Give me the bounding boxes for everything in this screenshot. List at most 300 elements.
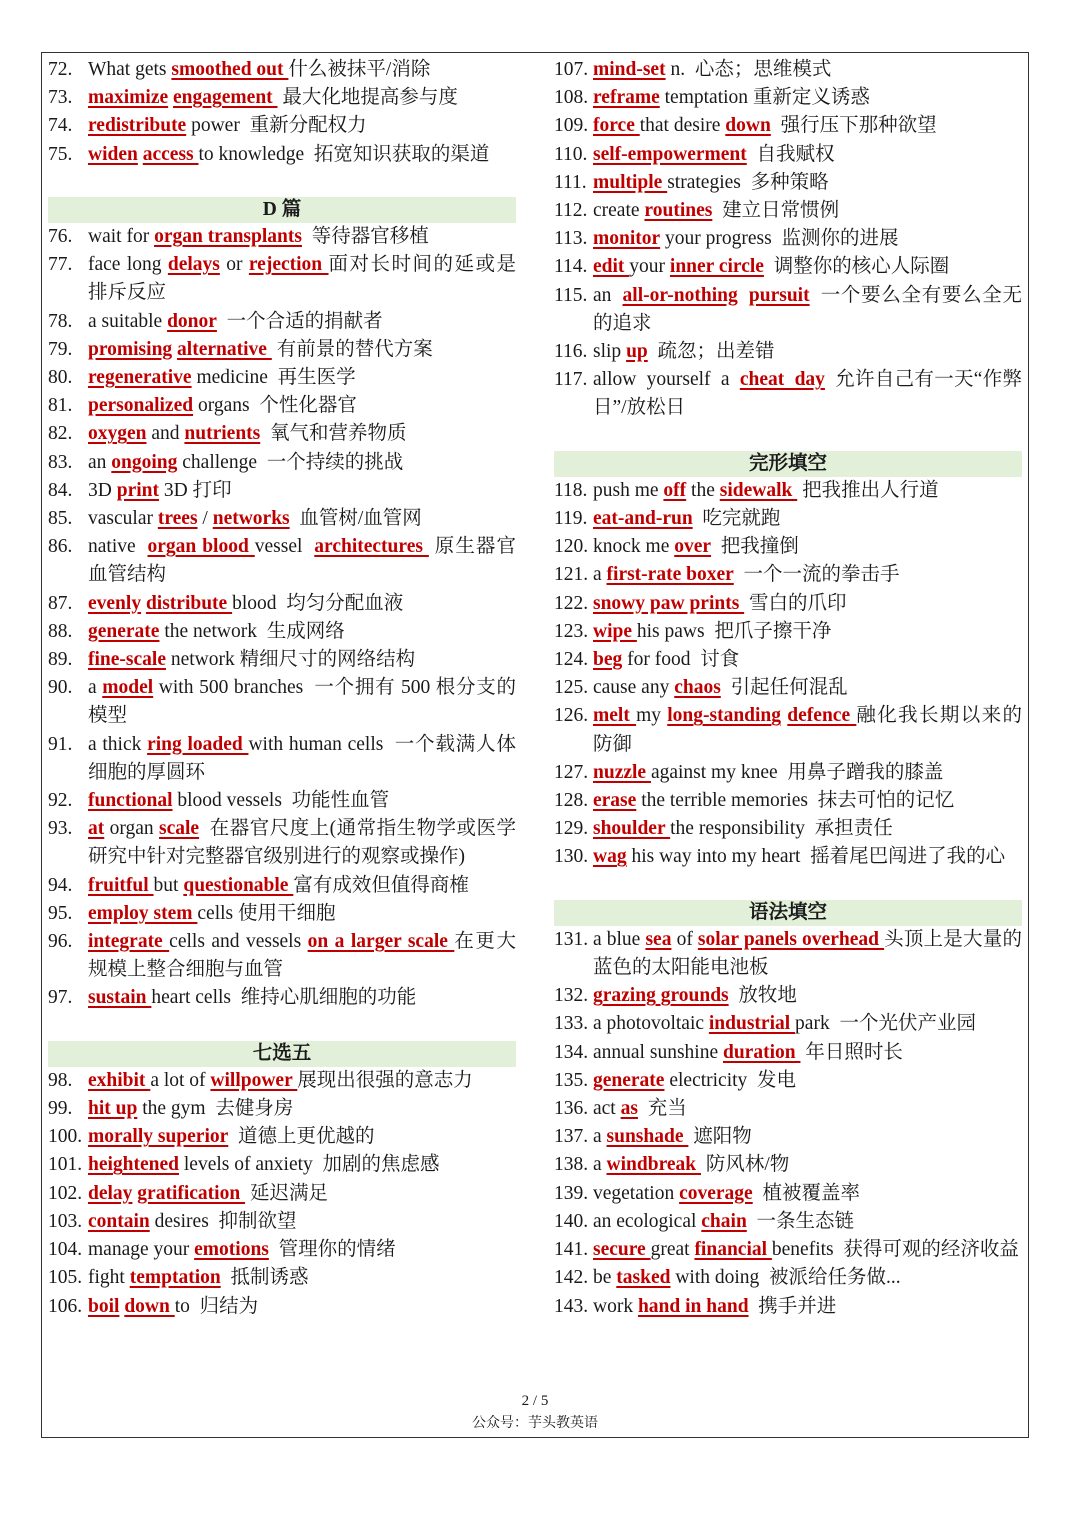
plain-text: 防风林/物 [701,1154,790,1176]
entry-text [593,1264,1022,1292]
plain-text: 头顶上是大量的蓝色的太阳能电池板 [593,928,1022,979]
highlighted-phrase: routines [644,200,713,222]
entry-text [88,420,516,448]
vocab-entry [48,1151,516,1179]
highlighted-phrase: sustain [88,987,152,1009]
vocab-entry [554,1151,1022,1179]
vocab-entry [554,366,1022,422]
entry-text [88,1095,516,1123]
entry-text [593,1236,1022,1264]
highlighted-phrase: hand in hand [637,1295,749,1317]
highlighted-phrase: long-standing [667,705,782,727]
plain-text: your progress 监测你的进展 [660,228,899,250]
highlighted-phrase: at [88,818,105,840]
highlighted-phrase: sidewalk [719,479,798,501]
highlighted-phrase: fine-scale [88,649,166,671]
plain-text: 调整你的核心人际圈 [763,256,950,278]
plain-text: to knowledge 拓宽知识获取的渠道 [198,143,490,165]
highlighted-phrase: willpower [210,1069,298,1091]
entry-number: 137. [554,1126,589,1148]
vocab-entry [554,1236,1022,1264]
plain-text: his way into my heart 摇着尾巴闯进了我的心 [626,846,1006,868]
entry-number: 87. [48,592,73,614]
highlighted-phrase: model [102,677,154,699]
entry-number: 75. [48,143,73,165]
entry-text [88,392,516,420]
vocab-entry [554,1095,1022,1123]
entry-number: 126. [554,705,589,727]
vocab-entry [554,1067,1022,1095]
plain-text: the responsibility 承担责任 [670,818,893,840]
entry-text [593,477,1022,505]
plain-text: but [153,874,184,896]
entry-number: 132. [554,985,589,1007]
entry-number: 84. [48,479,73,501]
highlighted-phrase: wipe [593,620,637,642]
vocab-entry [48,364,516,392]
vocab-entry [48,141,516,169]
entry-number: 74. [48,115,73,137]
vocab-entry [48,223,516,251]
plain-text: be [593,1267,617,1289]
plain-text: desires 抑制欲望 [149,1210,297,1232]
entry-number: 106. [48,1295,83,1317]
plain-text: 原生器官血管结构 [88,536,516,586]
section-spacer [48,1013,516,1041]
vocab-entry [48,731,516,787]
entry-number: 111. [554,171,587,193]
highlighted-phrase: contain [88,1210,150,1232]
highlighted-phrase: tasked [616,1267,671,1289]
entry-number: 143. [554,1295,589,1317]
plain-text: and [146,423,185,445]
vocab-entry [48,477,516,505]
entry-text [88,308,516,336]
highlighted-phrase: on a larger scale [307,931,455,953]
entry-text [593,112,1022,140]
highlighted-phrase: secure [593,1239,651,1261]
entry-number: 103. [48,1210,83,1232]
plain-text: the network 生成网络 [159,620,345,642]
vocab-entry [48,84,516,112]
vocab-entry [48,1264,516,1292]
vocab-entry [48,815,516,871]
page-number: 2 / 5 [521,1393,549,1409]
plain-text: 携手并进 [748,1295,837,1317]
entry-number: 134. [554,1041,589,1063]
plain-text: a [593,564,607,586]
plain-text: cells 使用干细胞 [197,902,336,924]
entry-number: 125. [554,677,589,699]
entry-number: 108. [554,87,589,109]
highlighted-phrase: erase [593,790,637,812]
highlighted-phrase: trees [157,508,198,530]
entry-text [88,984,516,1012]
highlighted-phrase: delay [88,1182,133,1204]
plain-text: a suitable [88,310,168,332]
entry-text [88,646,516,674]
highlighted-phrase: wag [593,846,627,868]
vocab-entry [554,141,1022,169]
plain-text: with doing 被派给任务做... [670,1267,901,1289]
plain-text: 雪白的爪印 [744,592,847,614]
section-heading: 语法填空 [554,900,1022,926]
entry-text [88,1236,516,1264]
entry-number: 105. [48,1267,83,1289]
entry-number: 135. [554,1069,589,1091]
plain-text: 面对长时间的延或是排斥反应 [88,254,516,304]
vocab-entry [48,1293,516,1321]
plain-text: your [629,256,670,278]
plain-text: 年日照时长 [800,1041,903,1063]
highlighted-phrase: promising [88,338,173,360]
entry-text [593,561,1022,589]
entry-text [88,1180,516,1208]
vocab-entry [48,1095,516,1123]
entry-text [88,364,516,392]
highlighted-phrase: exhibit [88,1069,151,1091]
plain-text: 遮阳物 [688,1126,752,1148]
vocab-entry [554,1208,1022,1236]
plain-text: organs 个性化器官 [193,395,357,417]
plain-text: / [197,508,213,530]
plain-text: 管理你的情绪 [268,1239,396,1261]
plain-text: his paws 把爪子擦干净 [636,620,832,642]
entry-text [593,225,1022,253]
highlighted-phrase: rejection [248,254,329,276]
highlighted-phrase: nutrients [184,423,261,445]
entry-number: 81. [48,395,73,417]
vocab-entry [48,112,516,140]
entry-number: 85. [48,508,73,530]
plain-text: or [219,254,249,276]
entry-text [593,253,1022,281]
plain-text: vegetation [593,1182,680,1204]
plain-text: wait for [88,226,155,247]
highlighted-phrase: force [593,115,640,137]
plain-text: 吃完就跑 [692,508,781,530]
highlighted-phrase: down [124,1295,175,1317]
vocab-entry [48,336,516,364]
entry-number: 117. [554,369,588,391]
vocab-entry [554,843,1022,871]
entry-number: 128. [554,790,589,812]
plain-text: 在器官尺度上(通常指生物学或医学研究中针对完整器官级别进行的观察或操作) [88,818,517,868]
section-spacer [554,423,1022,451]
entry-text [593,982,1022,1010]
plain-text: 道德上更优越的 [228,1126,375,1148]
vocab-entry [554,1264,1022,1292]
vocab-entry [48,308,516,336]
entry-number: 130. [554,846,589,868]
entry-text [88,533,516,589]
plain-text: n. 心态；思维模式 [665,59,832,80]
entry-text [88,731,516,787]
highlighted-phrase: distribute [145,592,233,614]
vocab-entry [48,449,516,477]
entry-number: 93. [48,818,73,840]
entry-text [593,1123,1022,1151]
entry-number: 118. [554,479,588,501]
highlighted-phrase: engagement [173,87,278,109]
highlighted-phrase: generate [593,1069,665,1091]
entry-number: 131. [554,928,589,950]
entry-number: 82. [48,423,73,445]
entry-number: 95. [48,902,73,924]
plain-text: an ecological [593,1210,702,1232]
highlighted-phrase: financial [694,1239,772,1261]
entry-number: 92. [48,790,73,812]
highlighted-phrase: grazing grounds [593,985,729,1007]
highlighted-phrase: snowy paw prints [593,592,745,614]
plain-text: annual sunshine [593,1041,723,1063]
plain-text: allow yourself a [593,369,740,391]
highlighted-phrase: integrate [88,931,170,953]
entry-text [593,366,1022,422]
highlighted-phrase: functional [88,790,173,812]
highlighted-phrase: widen [88,143,138,165]
entry-number: 99. [48,1098,73,1120]
plain-text: with 500 branches 一个拥有 500 根分支的模型 [88,677,517,727]
entry-number: 112. [554,200,588,222]
vocab-entry [48,533,516,589]
entry-number: 80. [48,367,73,389]
plain-text: 延迟满足 [245,1182,328,1204]
highlighted-phrase: industrial [708,1013,796,1035]
highlighted-phrase: heightened [88,1154,180,1176]
vocab-entry [554,225,1022,253]
entry-number: 101. [48,1154,83,1176]
highlighted-phrase: ongoing [111,451,178,473]
entry-text [88,1123,516,1151]
plain-text: the gym 去健身房 [137,1098,294,1120]
plain-text: park 一个光伏产业园 [795,1013,976,1035]
entry-text [88,618,516,646]
entry-text [88,815,516,871]
vocab-entry [554,561,1022,589]
highlighted-phrase: generate [88,620,160,642]
entry-number: 114. [554,256,588,278]
highlighted-phrase: eat-and-run [593,508,693,530]
entry-number: 89. [48,649,73,671]
plain-text: heart cells 维持心肌细胞的功能 [151,987,417,1009]
entry-text [88,872,516,900]
plain-text: 自我赋权 [746,143,835,165]
plain-text: for food 讨食 [622,649,740,671]
highlighted-phrase: redistribute [88,115,187,137]
entry-number: 136. [554,1098,589,1120]
vocab-entry [554,1180,1022,1208]
entry-number: 94. [48,874,73,896]
entry-number: 122. [554,592,589,614]
plain-text: 引起任何混乱 [720,677,848,699]
entry-number: 76. [48,226,73,247]
entry-text [593,1180,1022,1208]
entry-number: 77. [48,254,73,276]
entry-text [593,505,1022,533]
plain-text: a [593,1126,607,1148]
highlighted-phrase: windbreak [606,1154,701,1176]
plain-text: 氧气和营养物质 [260,423,407,445]
entry-text [88,1208,516,1236]
entry-number: 127. [554,761,589,783]
entry-number: 140. [554,1210,589,1232]
entry-text [593,618,1022,646]
entry-text [88,251,516,307]
entry-text [593,1067,1022,1095]
highlighted-phrase: morally superior [88,1126,229,1148]
plain-text: 有前景的替代方案 [271,338,433,360]
plain-text: a lot of [150,1069,211,1091]
plain-text: a thick [88,733,148,755]
plain-text: 在更大规模上整合细胞与血管 [88,931,516,981]
entry-text [593,926,1022,982]
entry-number: 124. [554,649,589,671]
vocab-entry [554,1010,1022,1038]
entry-number: 73. [48,87,73,109]
plain-text: fight [88,1267,130,1289]
entry-number: 120. [554,536,589,558]
plain-text: 建立日常惯例 [712,200,840,222]
vocab-entry [48,646,516,674]
highlighted-phrase: smoothed out [171,59,289,80]
vocab-entry [554,253,1022,281]
plain-text: create [593,200,645,222]
plain-text: face long [88,254,168,276]
plain-text: 血管树/血管网 [289,508,422,530]
right-column [554,56,1022,1321]
entry-number: 121. [554,564,589,586]
plain-text: 3D [88,479,117,501]
vocab-entry [554,1123,1022,1151]
vocab-entry [554,646,1022,674]
entry-text [88,900,516,928]
vocab-entry [554,56,1022,84]
entry-text [593,141,1022,169]
plain-text: vascular [88,508,158,530]
entry-number: 142. [554,1267,589,1289]
plain-text: 把我撞倒 [711,536,799,558]
entry-text [593,1095,1022,1123]
highlighted-phrase: first-rate boxer [606,564,734,586]
highlighted-phrase: delays [167,254,220,276]
highlighted-phrase: architectures [314,536,429,558]
plain-text: challenge 一个持续的挑战 [177,451,404,473]
vocab-entry [48,590,516,618]
plain-text: cause any [593,677,675,699]
entry-text [593,1039,1022,1067]
entry-number: 133. [554,1013,589,1035]
entry-number: 116. [554,341,588,363]
plain-text: my [636,705,668,727]
section-heading: 完形填空 [554,451,1022,477]
highlighted-phrase: organ transplants [154,226,302,247]
vocab-entry [554,112,1022,140]
highlighted-phrase: cheat day [739,369,825,391]
plain-text: a [88,677,103,699]
entry-text [593,759,1022,787]
entry-text [593,533,1022,561]
highlighted-phrase: hit up [88,1098,138,1120]
vocab-entry [554,169,1022,197]
highlighted-phrase: mind-set [593,59,666,80]
highlighted-phrase: oxygen [88,423,147,445]
entry-text [593,1151,1022,1179]
plain-text: the [686,479,720,501]
plain-text: that desire [639,115,726,137]
entry-number: 83. [48,451,73,473]
section-spacer [554,872,1022,900]
entry-text [593,843,1022,871]
entry-text [88,112,516,140]
entry-text [88,141,516,169]
plain-text: 充当 [637,1098,687,1120]
vocab-entry [554,759,1022,787]
entry-number: 91. [48,733,73,755]
vocab-entry [48,984,516,1012]
highlighted-phrase: up [626,341,648,363]
highlighted-phrase: inner circle [669,256,764,278]
highlighted-phrase: off [663,479,687,501]
vocab-entry [48,1180,516,1208]
entry-text [593,787,1022,815]
plain-text: 一个合适的捐献者 [216,310,383,332]
plain-text: 富有成效但值得商榷 [293,874,469,896]
entry-number: 115. [554,284,588,306]
highlighted-phrase: chain [701,1210,747,1232]
vocab-entry [554,282,1022,338]
plain-text: 一条生态链 [746,1210,855,1232]
vocab-entry [48,1236,516,1264]
highlighted-phrase: over [674,536,712,558]
highlighted-phrase: sea [645,928,672,950]
plain-text: power 重新分配权力 [186,115,367,137]
highlighted-phrase: gratification [137,1182,246,1204]
highlighted-phrase: pursuit [748,284,810,306]
entry-text [593,84,1022,112]
vocab-entry [554,84,1022,112]
highlighted-phrase: chaos [674,677,721,699]
entry-text [593,197,1022,225]
vocab-entry [48,674,516,730]
highlighted-phrase: fruitful [88,874,154,896]
vocab-entry [48,420,516,448]
highlighted-phrase: networks [212,508,290,530]
highlighted-phrase: solar panels overhead [697,928,885,950]
section-spacer [48,169,516,197]
vocab-entry [48,392,516,420]
plain-text: medicine 再生医学 [191,367,356,389]
highlighted-phrase: melt [593,705,637,727]
plain-text: vessel [254,536,315,558]
plain-text: the terrible memories 抹去可怕的记忆 [636,790,955,812]
entry-text [593,338,1022,366]
plain-text [738,285,749,306]
plain-text: with human cells 一个载满人体细胞的厚圆环 [88,733,516,783]
plain-text: work [593,1295,638,1317]
plain-text: electricity 发电 [664,1069,797,1091]
entry-text [88,336,516,364]
plain-text: 强行压下那种欲望 [770,115,937,137]
vocab-entry [554,1293,1022,1321]
highlighted-phrase: donor [167,310,217,332]
entry-text [593,646,1022,674]
entry-text [593,169,1022,197]
entry-text [88,56,516,84]
highlighted-phrase: shoulder [593,818,671,840]
plain-text: against my knee 用鼻子蹭我的膝盖 [650,761,944,783]
vocab-entry [554,533,1022,561]
